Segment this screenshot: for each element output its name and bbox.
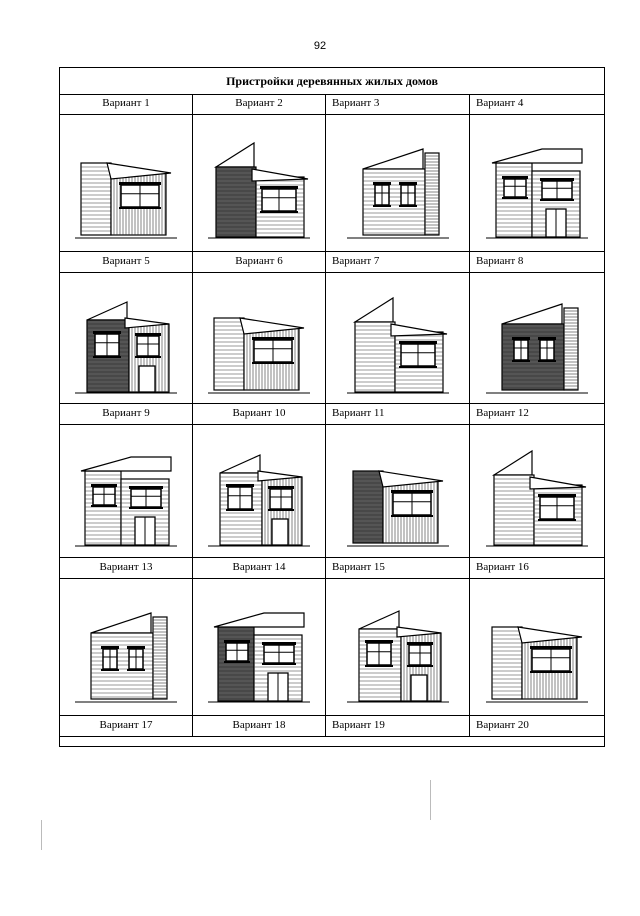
image-cell bbox=[470, 424, 604, 557]
variant-label: Вариант 1 bbox=[102, 97, 150, 109]
image-row bbox=[60, 578, 604, 716]
label-cell bbox=[470, 252, 604, 272]
house-drawing-svg bbox=[204, 587, 314, 707]
label-cell bbox=[60, 558, 193, 578]
label-cell bbox=[193, 252, 326, 272]
house-extension-drawing bbox=[470, 272, 604, 403]
label-row bbox=[60, 252, 604, 273]
house-drawing-svg bbox=[71, 278, 181, 398]
variant-label: Вариант 8 bbox=[476, 255, 524, 267]
scan-mark bbox=[430, 780, 431, 820]
image-row bbox=[60, 272, 604, 404]
label-cell bbox=[193, 94, 326, 114]
label-row bbox=[60, 716, 604, 737]
variant-label: Вариант 18 bbox=[232, 719, 286, 731]
image-cell bbox=[470, 578, 604, 715]
house-drawing-svg bbox=[71, 431, 181, 551]
house-extension-drawing bbox=[326, 578, 469, 715]
variant-label: Вариант 19 bbox=[332, 719, 385, 731]
house-drawing-svg bbox=[204, 431, 314, 551]
variant-label: Вариант 7 bbox=[332, 255, 380, 267]
image-cell bbox=[60, 114, 193, 251]
house-drawing-svg bbox=[482, 587, 592, 707]
image-cell bbox=[326, 578, 470, 715]
variant-label: Вариант 12 bbox=[476, 407, 529, 419]
house-drawing-svg bbox=[482, 278, 592, 398]
variant-label: Вариант 5 bbox=[102, 255, 150, 267]
image-cell bbox=[193, 424, 326, 557]
label-cell bbox=[193, 716, 326, 736]
label-row bbox=[60, 94, 604, 115]
image-cell bbox=[470, 272, 604, 403]
label-cell bbox=[470, 404, 604, 424]
image-cell bbox=[60, 272, 193, 403]
house-extension-drawing bbox=[470, 424, 604, 557]
house-drawing-svg bbox=[204, 123, 314, 243]
variants-table bbox=[59, 67, 605, 747]
house-extension-drawing bbox=[193, 578, 325, 715]
image-cell bbox=[470, 114, 604, 251]
house-extension-drawing bbox=[60, 424, 192, 557]
label-cell bbox=[326, 404, 470, 424]
label-cell bbox=[60, 94, 193, 114]
house-drawing-svg bbox=[71, 123, 181, 243]
house-extension-drawing bbox=[193, 114, 325, 251]
house-extension-drawing bbox=[193, 424, 325, 557]
image-cell bbox=[326, 114, 470, 251]
house-extension-drawing bbox=[470, 578, 604, 715]
variant-label: Вариант 4 bbox=[476, 97, 524, 109]
scan-mark bbox=[41, 820, 42, 850]
house-extension-drawing bbox=[326, 424, 469, 557]
variant-label: Вариант 10 bbox=[232, 407, 286, 419]
image-cell bbox=[60, 578, 193, 715]
label-cell bbox=[470, 558, 604, 578]
variant-label: Вариант 2 bbox=[235, 97, 283, 109]
house-drawing-svg bbox=[343, 123, 453, 243]
house-extension-drawing bbox=[60, 578, 192, 715]
house-drawing-svg bbox=[343, 278, 453, 398]
house-drawing-svg bbox=[204, 278, 314, 398]
table-title: Пристройки деревянных жилых домов bbox=[60, 68, 604, 95]
house-extension-drawing bbox=[60, 272, 192, 403]
variant-label: Вариант 17 bbox=[99, 719, 153, 731]
label-cell bbox=[60, 252, 193, 272]
label-cell bbox=[193, 404, 326, 424]
variant-label: Вариант 20 bbox=[476, 719, 529, 731]
label-row bbox=[60, 558, 604, 579]
label-cell bbox=[470, 94, 604, 114]
label-cell bbox=[470, 716, 604, 736]
variant-label: Вариант 16 bbox=[476, 561, 529, 573]
table-grid bbox=[60, 94, 604, 746]
image-cell bbox=[193, 114, 326, 251]
variant-label: Вариант 14 bbox=[232, 561, 286, 573]
house-drawing-svg bbox=[482, 431, 592, 551]
label-cell bbox=[326, 94, 470, 114]
image-cell bbox=[326, 424, 470, 557]
label-cell bbox=[326, 252, 470, 272]
label-cell bbox=[326, 716, 470, 736]
house-extension-drawing bbox=[193, 272, 325, 403]
image-cell bbox=[60, 424, 193, 557]
image-cell bbox=[193, 578, 326, 715]
label-row bbox=[60, 404, 604, 425]
variant-label: Вариант 3 bbox=[332, 97, 380, 109]
house-extension-drawing bbox=[326, 114, 469, 251]
variant-label: Вариант 6 bbox=[235, 255, 283, 267]
variant-label: Вариант 11 bbox=[332, 407, 385, 419]
variant-label: Вариант 9 bbox=[102, 407, 150, 419]
label-cell bbox=[60, 404, 193, 424]
house-drawing-svg bbox=[482, 123, 592, 243]
house-extension-drawing bbox=[60, 114, 192, 251]
house-drawing-svg bbox=[71, 587, 181, 707]
label-cell bbox=[193, 558, 326, 578]
image-cell bbox=[193, 272, 326, 403]
house-drawing-svg bbox=[343, 431, 453, 551]
image-cell bbox=[326, 272, 470, 403]
label-cell bbox=[60, 716, 193, 736]
image-row bbox=[60, 424, 604, 558]
house-extension-drawing bbox=[470, 114, 604, 251]
variant-label: Вариант 13 bbox=[99, 561, 153, 573]
variant-label: Вариант 15 bbox=[332, 561, 385, 573]
image-row bbox=[60, 114, 604, 252]
page-number: 92 bbox=[313, 40, 327, 52]
house-extension-drawing bbox=[326, 272, 469, 403]
label-cell bbox=[326, 558, 470, 578]
house-drawing-svg bbox=[343, 587, 453, 707]
